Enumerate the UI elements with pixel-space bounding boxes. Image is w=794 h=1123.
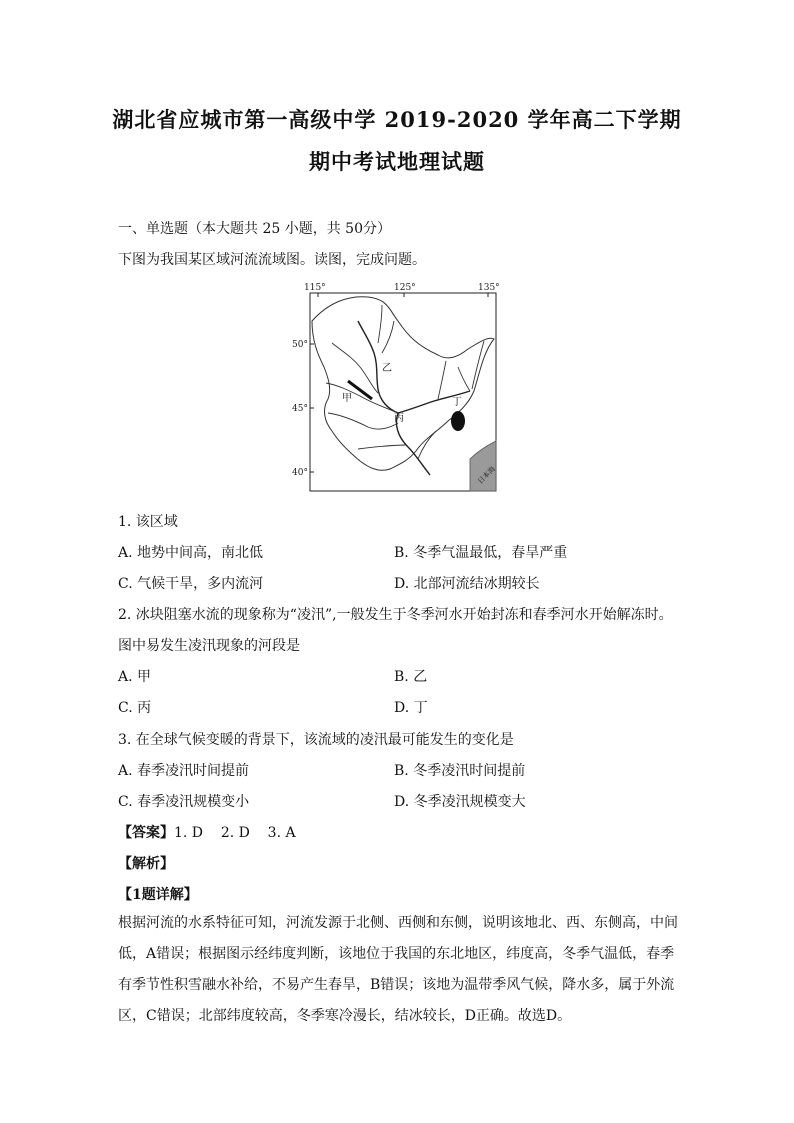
answer-label: 【答案】 bbox=[118, 825, 174, 841]
lon-label-135: 135° bbox=[478, 283, 500, 293]
q2-option-c: C. 丙 bbox=[118, 700, 152, 716]
lake bbox=[451, 411, 465, 431]
doc-title-line1: 湖北省应城市第一高级中学 2019-2020 学年高二下学期 bbox=[112, 107, 682, 132]
q2-stem-line1: 2. 冰块阻塞水流的现象称为“凌汛”,一般发生于冬季河水开始封冻和春季河水开始解冻时。 bbox=[118, 607, 673, 623]
q3-option-c: C. 春季凌汛规模变小 bbox=[118, 794, 250, 810]
tributary-north-2 bbox=[382, 321, 394, 353]
doc-title-line2: 期中考试地理试题 bbox=[309, 149, 485, 174]
tributary-west-2 bbox=[326, 383, 398, 413]
tributary-east-2 bbox=[458, 367, 470, 391]
lat-label-45: 45° bbox=[292, 404, 308, 414]
analysis-label: 【解析】 bbox=[118, 856, 174, 872]
basin-boundary bbox=[312, 297, 494, 471]
q1-option-d: D. 北部河流结冰期较长 bbox=[394, 576, 540, 592]
answer-line bbox=[118, 822, 296, 842]
q2-stem-line2: 图中易发生凌汛现象的河段是 bbox=[118, 638, 300, 654]
river-main-north bbox=[358, 321, 398, 413]
tributary-east-3 bbox=[472, 341, 484, 389]
q3-option-d: D. 冬季凌汛规模变大 bbox=[394, 794, 526, 810]
q2-option-d: D. 丁 bbox=[394, 700, 428, 716]
river-basin-map bbox=[292, 281, 500, 493]
label-sea: 日本海 bbox=[476, 464, 497, 486]
tributary-west-3 bbox=[328, 413, 398, 429]
q3-option-a: A. 春季凌汛时间提前 bbox=[118, 763, 250, 779]
label-bing: 丙 bbox=[394, 413, 404, 424]
q2-option-a: A. 甲 bbox=[118, 669, 152, 685]
q1-option-c: C. 气候干旱，多内流河 bbox=[118, 576, 264, 592]
section-heading: 一、单选题（本大题共 25 小题，共 50分） bbox=[118, 221, 391, 237]
analysis-text: 根据河流的水系特征可知，河流发源于北侧、西侧和东侧，说明该地北、西、东侧高，中间低，A错误；根据图示经纬度判断，该地位于我国的东北地区，纬度高，冬季气温低，春季有季节性积雪融水补给，不易产生春旱，B错误；该地为温带季风气候，降水多，属于外流区，C错误；北部纬度较高，冬季寒冷漫长，结冰较长，D正确。故选D。 bbox=[118, 915, 678, 1024]
lat-label-40: 40° bbox=[292, 468, 308, 478]
answer-values: 1. D 2. D 3. A bbox=[174, 825, 296, 841]
lat-label-50: 50° bbox=[292, 340, 308, 350]
section-intro: 下图为我国某区域河流流域图。读图，完成问题。 bbox=[118, 252, 426, 268]
lon-label-115: 115° bbox=[304, 283, 326, 293]
analysis-sub-label: 【1题详解】 bbox=[118, 887, 198, 903]
q1-option-b: B. 冬季气温最低，春旱严重 bbox=[394, 545, 568, 561]
tributary-east-1 bbox=[438, 361, 446, 399]
label-yi: 乙 bbox=[382, 363, 392, 374]
label-jia: 甲 bbox=[342, 393, 352, 404]
label-ding: 丁 bbox=[452, 397, 462, 408]
q3-option-b: B. 冬季凌汛时间提前 bbox=[394, 763, 526, 779]
q2-option-b: B. 乙 bbox=[394, 669, 428, 685]
lon-label-125: 125° bbox=[394, 283, 416, 293]
tributary-north-1 bbox=[378, 305, 382, 343]
q1-option-a: A. 地势中间高，南北低 bbox=[118, 545, 264, 561]
q3-stem: 3. 在全球气候变暖的背景下，该流域的凌汛最可能发生的变化是 bbox=[118, 732, 514, 748]
tributary-south-1 bbox=[358, 445, 406, 449]
q1-stem: 1. 该区域 bbox=[118, 514, 178, 530]
